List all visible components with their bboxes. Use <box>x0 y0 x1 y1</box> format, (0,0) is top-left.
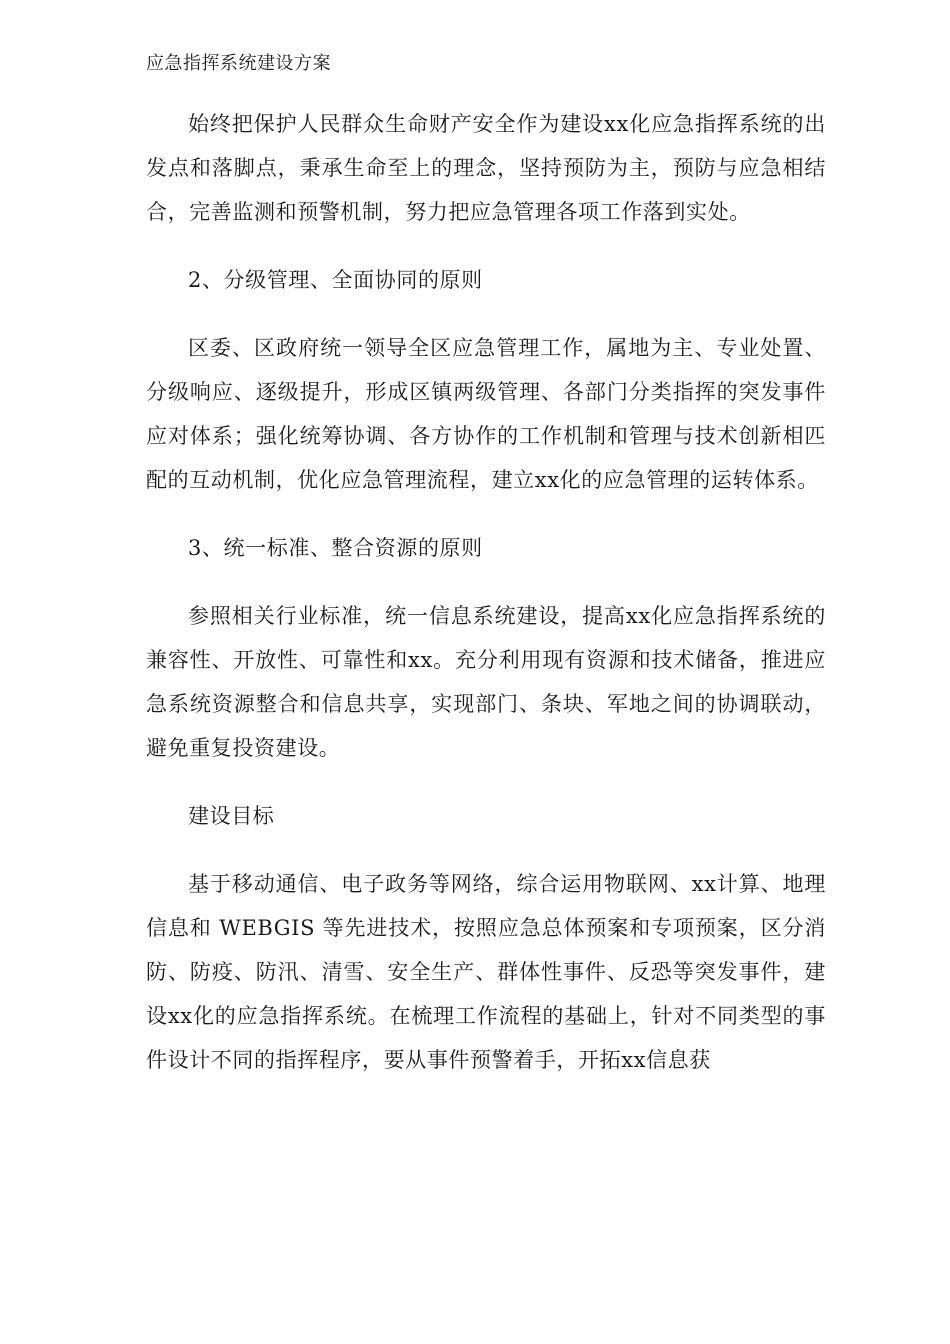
paragraph-principle-2-body: 区委、区政府统一领导全区应急管理工作，属地为主、专业处置、分级响应、逐级提升，形成区镇两级管理、各部门分类指挥的突发事件应对体系；强化统筹协调、各方协作的工作机制和管理与技术创新相匹配的互动机制，优化应急管理流程，建立xx化的应急管理的运转体系。 <box>146 336 826 492</box>
running-header: 应急指挥系统建设方案 <box>146 53 331 74</box>
document-body <box>146 102 826 1082</box>
paragraph-principle-1-body: 始终把保护人民群众生命财产安全作为建设xx化应急指挥系统的出发点和落脚点，秉承生命至上的理念，坚持预防为主，预防与应急相结合，完善监测和预警机制，努力把应急管理各项工作落到实处。 <box>146 112 826 224</box>
paragraph-construction-goals-body: 基于移动通信、电子政务等网络，综合运用物联网、xx计算、地理信息和 WEBGIS 等先进技术，按照应急总体预案和专项预案，区分消防、防疫、防汛、清雪、安全生产、群体性事件、反恐等突发事件，建设xx化的应急指挥系统。在梳理工作流程的基础上，针对不同类型的事件设计不同的指挥程序，要从事件预警着手，开拓xx信息获 <box>146 872 826 1072</box>
heading-construction-goals: 建设目标 <box>188 804 275 828</box>
heading-principle-3: 3、统一标准、整合资源的原则 <box>188 536 483 560</box>
heading-principle-2: 2、分级管理、全面协同的原则 <box>188 268 483 292</box>
paragraph-principle-3-body: 参照相关行业标准，统一信息系统建设，提高xx化应急指挥系统的兼容性、开放性、可靠性和xx。充分利用现有资源和技术储备，推进应急系统资源整合和信息共享，实现部门、条块、军地之间的协调联动，避免重复投资建设。 <box>146 604 826 760</box>
